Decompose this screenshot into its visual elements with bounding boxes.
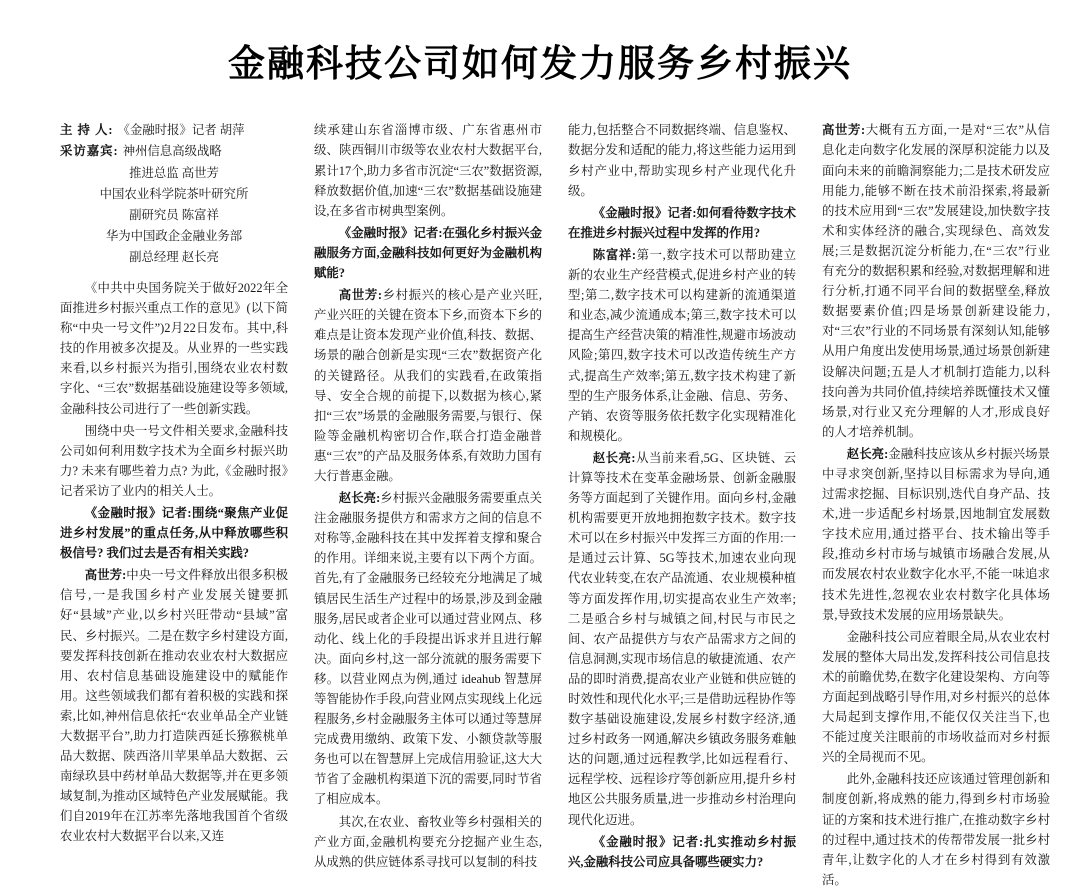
paragraph-answer xyxy=(60,565,288,846)
paragraph: 能力,包括整合不同数据终端、信息鉴权、数据分发和适配的能力,将这些能力运用到乡村产业中,帮助实现乡村产业现代化升级。 xyxy=(568,123,796,198)
byline-host-label: 主 持 人: xyxy=(60,123,114,138)
speaker-name: 高世芳: xyxy=(822,123,866,138)
paragraph: 此外,金融科技还应该通过管理创新和制度创新,将成熟的能力,得到乡村市场验证的方案和技术进行推广,在推动数字乡村的过程中,通过技术的传帮带发展一批乡村青年,让数字化的人才在乡村得到有效激活。 xyxy=(822,772,1050,887)
speaker-name: 赵长亮: xyxy=(338,491,381,506)
byline-guest-line-5: 副总经理 赵长亮 xyxy=(129,249,219,264)
paragraph: 《中共中央国务院关于做好2022年全面推进乡村振兴重点工作的意见》(以下简称“中央一号文件”)2月22日发布。其中,科技的作用被多次提及。从业界的一些实践来看,以乡村振兴为指引,围绕农业农村数字化、“三农”数据基础设施建设等多领域,金融科技公司进行了一些创新实践。 xyxy=(60,280,288,416)
answer-text: 第一,数字技术可以帮助建立新的农业生产经营模式,促进乡村产业的转型;第二,数字技术可以构建新的流通渠道和业态,减少流通成本;第三,数字技术可以提高生产经营决策的精准性,规避市场波动风险;第四,数字技术可以改造传统生产方式,提高生产效率;第五,数字技术构建了新型的生产服务体系,让金融、信息、劳务、产销、农资等服务依托数字化实现精准化和规模化。 xyxy=(568,247,796,443)
article-columns xyxy=(0,120,1080,892)
paragraph-answer xyxy=(568,245,796,446)
interview-question: 《金融时报》记者:围绕“聚焦产业促进乡村发展”的重点任务,从中释放哪些积极信号? 我们过去是否有相关实践? xyxy=(60,505,288,561)
speaker-name: 陈富祥: xyxy=(592,247,636,262)
column-1 xyxy=(60,120,288,848)
column-2 xyxy=(314,120,542,873)
byline-host-value: 《金融时报》记者 胡萍 xyxy=(117,123,245,138)
answer-text: 从当前来看,5G、区块链、云计算等技术在变革金融场景、创新金融服务等方面起到了关键作用。面向乡村,金融机构需要更开放地拥抱数字技术。数字技术可以在乡村振兴中发挥三方面的作用:一是通过云计算、5G等技术,加速农业向现代农业转变,在农产品流通、农业规模种植等方面发挥作用,切实提高农业生产效率;二是亟合乡村与城镇之间,村民与市民之间、农产品提供方与农产品需求方之间的信息洞测,实现市场信息的敏捷流通、农产品的即时消费,提高农业产业链和供应链的时效性和现代化水平;三是借助远程协作等数字基础设施建设,发展乡村数字经济,通过乡村政务一网通,解决乡镇政务服务难触达的问题,通过远程教学,比如远程看行、远程学校、远程诊疗等创新应用,提升乡村地区公共服务质量,进一步推动乡村治理向现代化迈进。 xyxy=(568,450,796,827)
answer-text: 乡村振兴金融服务需要重点关注金融服务提供方和需求方之间的信息不对称等,金融科技在其中发挥着支撑和聚合的作用。详细来说,主要有以下两个方面。首先,有了金融服务已经较充分地满足了城镇居民生活生产过程中的场景,涉及到金融服务,居民或者企业可以通过营业网点、移动化、线上化的手段提出诉求并且进行解决。面向乡村,这一部分流就的服务需要下移。以营业网点为例,通过 ideahub 智慧屏等智能协作手段,向营业网点实现线上化远程服务,乡村金融服务主体可以通过等慧屏完成费用缴纳、政策下发、小额贷款等服务也可以在智慧屏上完成信用验证,这大大节省了金融机构渠道下沉的需要,同时节省了相应成本。 xyxy=(314,491,542,807)
paragraph-answer xyxy=(568,448,796,830)
answer-text: 金融科技应该从乡村振兴场景中寻求突创新,坚持以目标需求为导向,通过需求挖掘、目标识别,迭代自身产品、技术,进一步适配乡村场景,因地制宜发展数字技术应用,通过搭平台、技术输出等手段,推动乡村市场与城镇市场融合发展,从而发展农村农业数字化水平,不能一味追求技术先进性,忽视农业农村数字化具体场景,导致技术发展的应用场景缺失。 xyxy=(822,446,1050,622)
byline-guest-line-1: 推进总监 高世芳 xyxy=(129,165,219,180)
paragraph-answer xyxy=(822,120,1050,442)
paragraph-answer xyxy=(314,285,542,486)
byline-guest-line-3: 副研究员 陈富祥 xyxy=(129,207,219,222)
byline-guest-label: 采访嘉宾: xyxy=(60,144,119,159)
interview-question: 《金融时报》记者:扎实推动乡村振兴,金融科技公司应具备哪些硬实力? xyxy=(568,834,796,869)
byline-guest-row xyxy=(60,141,288,162)
interview-question: 《金融时报》记者:在强化乡村振兴金融服务方面,金融科技如何更好为金融机构赋能? xyxy=(314,225,542,281)
paragraph: 围绕中央一号文件相关要求,金融科技公司如何利用数字技术为全面乡村振兴助力? 未来有哪些着力点? 为此,《金融时报》记者采访了业内的相关人士。 xyxy=(60,423,288,498)
paragraph: 其次,在农业、畜牧业等乡村强相关的产业方面,金融机构要充分挖掘产业生态,从成熟的供应链体系寻找可以复制的科技 xyxy=(314,814,542,869)
column-4 xyxy=(822,120,1050,892)
interview-question: 《金融时报》记者:如何看待数字技术在推进乡村振兴过程中发挥的作用? xyxy=(568,205,796,240)
newspaper-page xyxy=(0,42,1080,887)
speaker-name: 高世芳: xyxy=(338,288,382,303)
paragraph: 金融科技公司应着眼全局,从农业农村发展的整体大局出发,发挥科技公司信息技术的前瞻优势,在数字化建设架构、方向等方面起到战略引导作用,对乡村振兴的总体大局起到支撑作用,不能仅仅关注当下,也不能过度关注眼前的市场收益而对乡村振兴的全局视而不见。 xyxy=(822,629,1050,765)
page-title: 金融科技公司如何发力服务乡村振兴 xyxy=(228,42,852,85)
column-3 xyxy=(568,120,796,873)
speaker-name: 高世芳: xyxy=(84,568,127,583)
byline-guest-line-2: 中国农业科学院茶叶研究所 xyxy=(99,186,249,201)
byline-guest-value: 神州信息高级战略 xyxy=(122,144,222,159)
paragraph: 续承建山东省淄博市级、广东省惠州市级、陕西铜川市级等农业农村大数据平台,累计17个,助力多省市沉淀“三农”数据资源,释放数据价值,加速“三农”数据基础设施建设,在多省市树典型案例。 xyxy=(314,123,542,218)
paragraph-answer xyxy=(314,488,542,810)
byline-host-row xyxy=(60,120,288,141)
byline-guest-line-4: 华为中国政企金融业务部 xyxy=(105,228,243,243)
answer-text: 中央一号文件释放出很多积极信号,一是我国乡村产业发展关键要抓好“县域”产业,以乡村兴旺带动“县域”富民、乡村振兴。二是在数字乡村建设方面,要发挥科技创新在推动农业农村大数据应用、农村信息基础设施建设中的赋能作用。这些领域我们都有着积极的实践和探索,比如,神州信息依托“农业单品全产业链大数据平台”,助力打造陕西延长猕猴桃单品大数据、陕西洛川苹果单品大数据、云南绿玖县中药材单品大数据等,并在更多领域复制,为推动区域特色产业发展赋能。我们自2019年在江苏率先落地我国首个省级农业农村大数据平台以来,又连 xyxy=(60,568,288,844)
speaker-name: 赵长亮: xyxy=(846,446,889,461)
paragraph-answer xyxy=(822,444,1050,625)
speaker-name: 赵长亮: xyxy=(592,450,636,465)
answer-text: 大概有五方面,一是对“三农”从信息化走向数字化发展的深厚积淀能力以及面向未来的前瞻洞察能力;二是技术研发应用能力,能够不断在技术前沿探索,将最新的技术应用到“三农”发展建设,加快数字技术和实体经济的融合,实现绿色、高效发展;三是数据沉淀分析能力,在“三农”行业有充分的数据积累和经验,对数据理解和进行分析,打通不同平台间的数据壁垒,释放数据要素价值;四是场景创新建设能力,对“三农”行业的不同场景有深刻认知,能够从用户角度出发使用场景,通过场景创新建设解决问题;五是人才机制打造能力,以科技向善为共同价值,持续培养既懂技术又懂场景,对行业又充分理解的人才,形成良好的人才培养机制。 xyxy=(822,123,1050,439)
answer-text: 乡村振兴的核心是产业兴旺,产业兴旺的关键在资本下乡,而资本下乡的难点是让资本发现产业价值,科技、数据、场景的融合创新是实现“三农”数据资产化的关键路径。从我们的实践看,在政策指导、安全合规的前提下,以数据为核心,紧扣“三农”场景的金融服务需要,与银行、保险等金融机构密切合作,联合打造金融普惠“三农”的产品及服务体系,有效助力国有大行普惠金融。 xyxy=(314,288,542,483)
byline xyxy=(60,120,288,268)
